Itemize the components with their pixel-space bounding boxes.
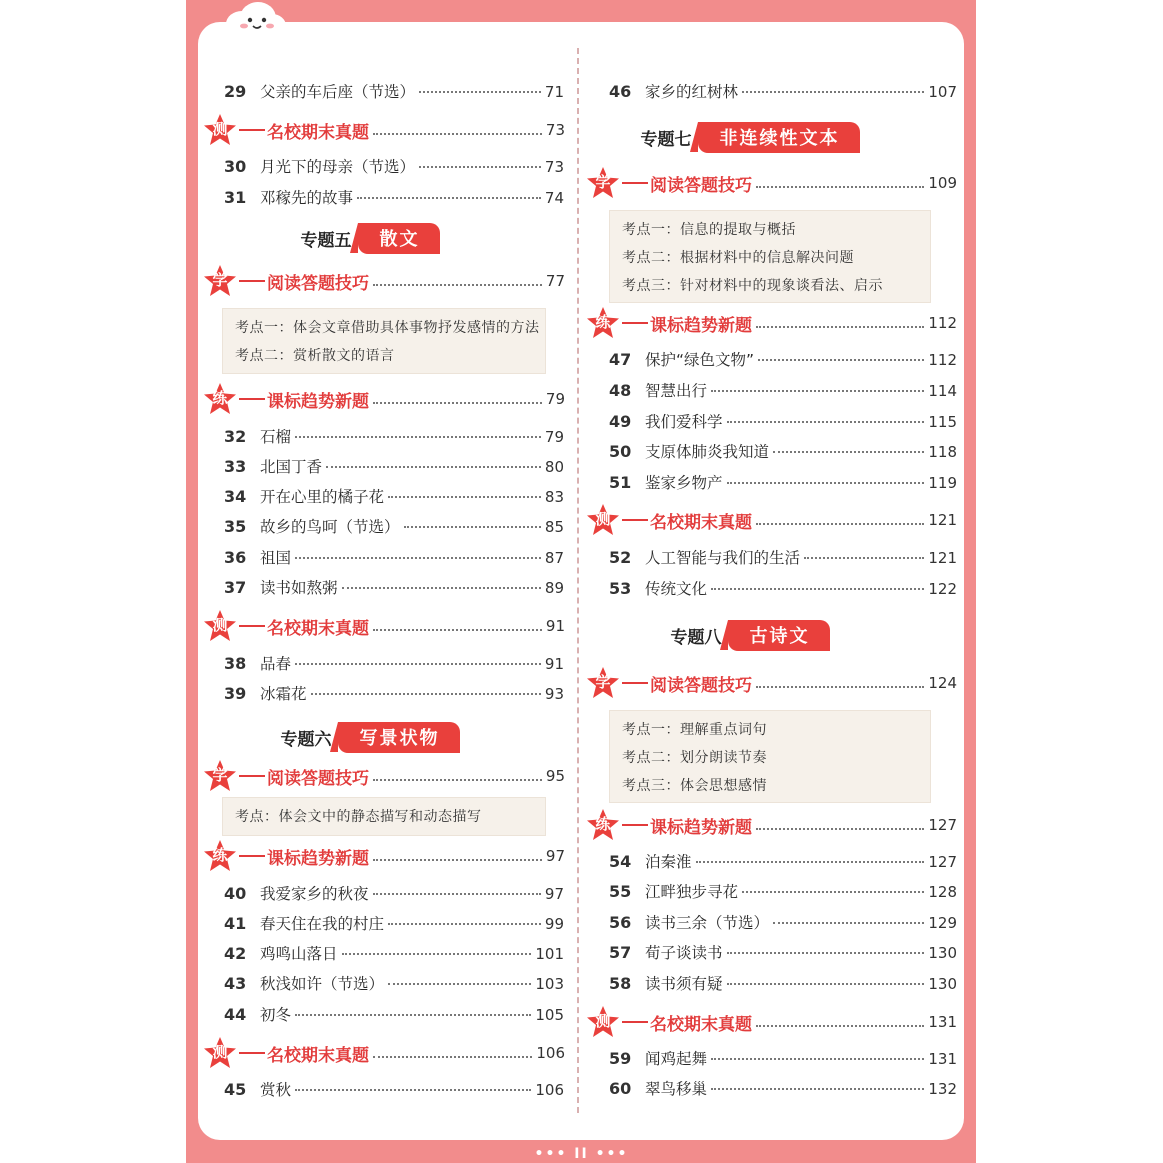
toc-entry[interactable] bbox=[224, 1003, 564, 1025]
entry-page: 127 bbox=[928, 853, 957, 871]
dot-leader bbox=[326, 466, 541, 468]
entry-number: 47 bbox=[609, 350, 632, 369]
star-badge-icon bbox=[203, 609, 237, 643]
entry-page: 122 bbox=[928, 580, 957, 598]
entry-number: 55 bbox=[609, 882, 632, 901]
badge-text: 学 bbox=[595, 673, 611, 691]
toc-entry[interactable] bbox=[609, 348, 957, 370]
entry-page: 119 bbox=[928, 474, 957, 492]
toc-entry[interactable] bbox=[224, 652, 564, 674]
badge-connector bbox=[622, 824, 648, 826]
entry-page: 91 bbox=[544, 655, 564, 673]
topic-header bbox=[671, 620, 830, 650]
star-badge-icon bbox=[586, 808, 620, 842]
dot-leader bbox=[727, 421, 925, 423]
entry-number: 38 bbox=[224, 654, 247, 673]
badge-text: 练 bbox=[212, 846, 228, 864]
topic-name: 专题五 bbox=[300, 230, 352, 251]
entry-title: 翠鸟移巢 bbox=[645, 1080, 708, 1098]
entry-number: 57 bbox=[609, 943, 632, 962]
topic-name: 专题八 bbox=[670, 627, 722, 648]
dot-leader bbox=[727, 482, 925, 484]
entry-number: 50 bbox=[609, 442, 632, 461]
entry-title: 支原体肺炎我知道 bbox=[645, 443, 770, 461]
section-title: 阅读答题技巧 bbox=[267, 768, 369, 789]
topic-label: 非连续性文本 bbox=[698, 122, 860, 153]
dot-leader bbox=[756, 828, 924, 830]
dot-leader bbox=[342, 587, 541, 589]
badge-connector bbox=[622, 182, 648, 184]
dot-leader bbox=[388, 496, 541, 498]
badge-connector bbox=[239, 625, 265, 627]
dot-leader bbox=[742, 91, 924, 93]
section-heading[interactable] bbox=[203, 382, 565, 416]
entry-page: 107 bbox=[928, 83, 957, 101]
entry-number: 42 bbox=[224, 944, 247, 963]
toc-entry[interactable] bbox=[224, 546, 564, 568]
section-heading[interactable] bbox=[586, 166, 957, 200]
key-point: 考点一：理解重点词句 bbox=[622, 722, 767, 738]
dot-leader bbox=[756, 1025, 924, 1027]
badge-connector bbox=[239, 855, 265, 857]
dot-leader bbox=[727, 952, 925, 954]
entry-number: 29 bbox=[224, 82, 247, 101]
section-heading[interactable] bbox=[586, 808, 957, 842]
entry-title: 读书三余（节选） bbox=[645, 914, 770, 932]
entry-page: 101 bbox=[535, 945, 564, 963]
star-badge-icon bbox=[586, 306, 620, 340]
key-points-box bbox=[609, 210, 931, 303]
section-page: 124 bbox=[928, 674, 957, 692]
entry-number: 58 bbox=[609, 974, 632, 993]
badge-text: 练 bbox=[595, 313, 611, 331]
section-title: 课标趋势新题 bbox=[267, 391, 369, 412]
dot-leader bbox=[373, 779, 542, 781]
dot-leader bbox=[311, 693, 541, 695]
section-heading[interactable] bbox=[586, 306, 957, 340]
section-heading[interactable] bbox=[203, 609, 565, 643]
dot-leader bbox=[773, 922, 924, 924]
entry-title: 父亲的车后座（节选） bbox=[260, 83, 416, 101]
entry-number: 35 bbox=[224, 517, 247, 536]
entry-title: 秋浅如许（节选） bbox=[260, 975, 385, 993]
badge-connector bbox=[239, 775, 265, 777]
dot-leader bbox=[404, 526, 541, 528]
entry-title: 荀子谈读书 bbox=[645, 944, 723, 962]
section-title: 课标趋势新题 bbox=[650, 315, 752, 336]
key-point: 考点二：根据材料中的信息解决问题 bbox=[622, 250, 854, 266]
badge-text: 学 bbox=[212, 271, 228, 289]
badge-connector bbox=[622, 519, 648, 521]
section-page: 109 bbox=[928, 174, 957, 192]
section-title: 阅读答题技巧 bbox=[650, 175, 752, 196]
entry-number: 59 bbox=[609, 1049, 632, 1068]
entry-number: 54 bbox=[609, 852, 632, 871]
entry-number: 30 bbox=[224, 157, 247, 176]
star-badge-icon bbox=[586, 1005, 620, 1039]
badge-connector bbox=[622, 322, 648, 324]
dot-leader bbox=[373, 859, 542, 861]
entry-page: 121 bbox=[928, 549, 957, 567]
entry-page: 79 bbox=[544, 428, 564, 446]
dot-leader bbox=[295, 663, 541, 665]
entry-title: 北国丁香 bbox=[260, 458, 323, 476]
star-badge-icon bbox=[586, 166, 620, 200]
section-title: 名校期末真题 bbox=[267, 1045, 369, 1066]
toc-entry[interactable] bbox=[609, 440, 957, 462]
entry-title: 我们爱科学 bbox=[645, 413, 723, 431]
dot-leader bbox=[756, 686, 924, 688]
star-badge-icon bbox=[203, 839, 237, 873]
toc-entry[interactable] bbox=[224, 1078, 564, 1100]
topic-label: 写景状物 bbox=[338, 722, 460, 753]
entry-title: 开在心里的橘子花 bbox=[260, 488, 385, 506]
entry-page: 99 bbox=[544, 915, 564, 933]
entry-title: 保护“绿色文物” bbox=[645, 351, 755, 369]
entry-page: 89 bbox=[544, 579, 564, 597]
entry-page: 118 bbox=[928, 443, 957, 461]
section-title: 阅读答题技巧 bbox=[650, 675, 752, 696]
section-title: 课标趋势新题 bbox=[267, 848, 369, 869]
entry-page: 114 bbox=[928, 382, 957, 400]
dot-leader bbox=[388, 923, 541, 925]
entry-page: 129 bbox=[928, 914, 957, 932]
entry-page: 71 bbox=[544, 83, 564, 101]
entry-page: 87 bbox=[544, 549, 564, 567]
toc-entry[interactable] bbox=[224, 576, 564, 598]
entry-page: 93 bbox=[544, 685, 564, 703]
section-heading[interactable] bbox=[203, 759, 565, 793]
badge-text: 测 bbox=[212, 1043, 228, 1061]
entry-page: 85 bbox=[544, 518, 564, 536]
entry-page: 103 bbox=[535, 975, 564, 993]
section-heading[interactable] bbox=[203, 839, 565, 873]
entry-page: 131 bbox=[928, 1050, 957, 1068]
section-heading[interactable] bbox=[203, 264, 565, 298]
star-badge-icon bbox=[203, 1036, 237, 1070]
entry-page: 130 bbox=[928, 944, 957, 962]
section-heading[interactable] bbox=[586, 666, 957, 700]
section-page: 121 bbox=[928, 511, 957, 529]
entry-number: 48 bbox=[609, 381, 632, 400]
entry-number: 52 bbox=[609, 548, 632, 567]
dot-leader bbox=[373, 629, 542, 631]
entry-number: 33 bbox=[224, 457, 247, 476]
entry-title: 石榴 bbox=[260, 428, 292, 446]
section-page: 91 bbox=[545, 617, 565, 635]
badge-text: 学 bbox=[212, 766, 228, 784]
key-point: 考点：体会文中的静态描写和动态描写 bbox=[235, 809, 482, 825]
dot-leader bbox=[756, 326, 924, 328]
dot-leader bbox=[357, 197, 541, 199]
entry-page: 83 bbox=[544, 488, 564, 506]
key-points-box bbox=[222, 308, 546, 374]
section-page: 106 bbox=[536, 1044, 565, 1062]
dot-leader bbox=[373, 402, 542, 404]
dot-leader bbox=[295, 1014, 531, 1016]
entry-page: 97 bbox=[544, 885, 564, 903]
dot-leader bbox=[295, 436, 541, 438]
badge-connector bbox=[622, 682, 648, 684]
star-badge-icon bbox=[203, 382, 237, 416]
toc-entry[interactable] bbox=[609, 1047, 957, 1069]
key-point: 考点二：赏析散文的语言 bbox=[235, 348, 395, 364]
entry-number: 44 bbox=[224, 1005, 247, 1024]
star-badge-icon bbox=[203, 264, 237, 298]
entry-title: 闻鸡起舞 bbox=[645, 1050, 708, 1068]
entry-title: 传统文化 bbox=[645, 580, 708, 598]
topic-label: 散文 bbox=[358, 223, 440, 254]
section-title: 阅读答题技巧 bbox=[267, 273, 369, 294]
star-badge-icon bbox=[586, 666, 620, 700]
key-point: 考点三：体会思想感情 bbox=[622, 778, 767, 794]
dot-leader bbox=[295, 557, 541, 559]
section-title: 名校期末真题 bbox=[267, 618, 369, 639]
star-badge-icon bbox=[586, 503, 620, 537]
badge-text: 测 bbox=[595, 1012, 611, 1030]
key-point: 考点一：体会文章借助具体事物抒发感情的方法 bbox=[235, 320, 540, 336]
dot-leader bbox=[342, 953, 532, 955]
entry-title: 赏秋 bbox=[260, 1081, 292, 1099]
dot-leader bbox=[373, 1056, 532, 1058]
section-page: 73 bbox=[545, 121, 565, 139]
badge-text: 测 bbox=[212, 120, 228, 138]
entry-title: 泊秦淮 bbox=[645, 853, 692, 871]
toc-entry[interactable] bbox=[224, 912, 564, 934]
badge-text: 练 bbox=[595, 815, 611, 833]
entry-number: 46 bbox=[609, 82, 632, 101]
entry-number: 32 bbox=[224, 427, 247, 446]
section-heading[interactable] bbox=[203, 1036, 565, 1070]
section-page: 79 bbox=[545, 390, 565, 408]
column-divider bbox=[577, 48, 579, 1113]
entry-title: 家乡的红树林 bbox=[645, 83, 739, 101]
key-points-box bbox=[609, 710, 931, 803]
dot-leader bbox=[373, 133, 542, 135]
section-heading[interactable] bbox=[586, 503, 957, 537]
badge-connector bbox=[239, 1052, 265, 1054]
entry-title: 故乡的鸟呵（节选） bbox=[260, 518, 400, 536]
section-heading[interactable] bbox=[203, 113, 565, 147]
dot-leader bbox=[773, 451, 924, 453]
toc-entry[interactable] bbox=[224, 155, 564, 177]
entry-title: 读书如熬粥 bbox=[260, 579, 338, 597]
entry-number: 40 bbox=[224, 884, 247, 903]
toc-entry[interactable] bbox=[609, 80, 957, 102]
toc-entry[interactable] bbox=[609, 379, 957, 401]
badge-connector bbox=[239, 129, 265, 131]
toc-entry[interactable] bbox=[609, 1077, 957, 1099]
entry-title: 春天住在我的村庄 bbox=[260, 915, 385, 933]
entry-page: 80 bbox=[544, 458, 564, 476]
cloud-face-icon bbox=[222, 0, 288, 42]
section-title: 名校期末真题 bbox=[267, 122, 369, 143]
entry-number: 34 bbox=[224, 487, 247, 506]
dot-leader bbox=[373, 893, 541, 895]
entry-number: 45 bbox=[224, 1080, 247, 1099]
entry-page: 115 bbox=[928, 413, 957, 431]
toc-entry[interactable] bbox=[224, 682, 564, 704]
entry-page: 74 bbox=[544, 189, 564, 207]
entry-title: 读书须有疑 bbox=[645, 975, 723, 993]
entry-title: 人工智能与我们的生活 bbox=[645, 549, 801, 567]
key-point: 考点二：划分朗读节奏 bbox=[622, 750, 767, 766]
entry-title: 鸡鸣山落日 bbox=[260, 945, 338, 963]
entry-number: 53 bbox=[609, 579, 632, 598]
entry-number: 60 bbox=[609, 1079, 632, 1098]
entry-title: 我爱家乡的秋夜 bbox=[260, 885, 369, 903]
topic-name: 专题七 bbox=[640, 129, 692, 150]
entry-title: 冰霜花 bbox=[260, 685, 307, 703]
topic-name: 专题六 bbox=[280, 729, 332, 750]
entry-number: 37 bbox=[224, 578, 247, 597]
topic-header bbox=[281, 722, 460, 752]
entry-number: 31 bbox=[224, 188, 247, 207]
section-page: 97 bbox=[545, 847, 565, 865]
badge-connector bbox=[239, 280, 265, 282]
entry-number: 41 bbox=[224, 914, 247, 933]
dot-leader bbox=[295, 1089, 531, 1091]
entry-number: 51 bbox=[609, 473, 632, 492]
toc-entry[interactable] bbox=[224, 80, 564, 102]
section-heading[interactable] bbox=[586, 1005, 957, 1039]
toc-entry[interactable] bbox=[224, 515, 564, 537]
toc-entry[interactable] bbox=[609, 471, 957, 493]
badge-connector bbox=[622, 1021, 648, 1023]
toc-entry[interactable] bbox=[224, 485, 564, 507]
badge-text: 测 bbox=[212, 616, 228, 634]
toc-entry[interactable] bbox=[609, 972, 957, 994]
entry-page: 132 bbox=[928, 1080, 957, 1098]
section-page: 131 bbox=[928, 1013, 957, 1031]
key-point: 考点一：信息的提取与概括 bbox=[622, 222, 796, 238]
dot-leader bbox=[696, 861, 925, 863]
toc-entry[interactable] bbox=[609, 880, 957, 902]
dot-leader bbox=[711, 390, 924, 392]
entry-title: 初冬 bbox=[260, 1006, 292, 1024]
toc-entry[interactable] bbox=[224, 425, 564, 447]
dot-leader bbox=[727, 983, 925, 985]
section-page: 112 bbox=[928, 314, 957, 332]
dot-leader bbox=[756, 523, 924, 525]
dot-leader bbox=[742, 891, 924, 893]
toc-entry[interactable] bbox=[609, 941, 957, 963]
dot-leader bbox=[758, 359, 924, 361]
dot-leader bbox=[756, 186, 924, 188]
toc-entry[interactable] bbox=[609, 850, 957, 872]
entry-title: 邓稼先的故事 bbox=[260, 189, 354, 207]
section-title: 课标趋势新题 bbox=[650, 817, 752, 838]
entry-number: 43 bbox=[224, 974, 247, 993]
badge-connector bbox=[239, 398, 265, 400]
dot-leader bbox=[388, 983, 531, 985]
toc-entry[interactable] bbox=[224, 942, 564, 964]
dot-leader bbox=[419, 91, 541, 93]
section-page: 95 bbox=[545, 767, 565, 785]
entry-page: 128 bbox=[928, 883, 957, 901]
entry-page: 130 bbox=[928, 975, 957, 993]
entry-number: 36 bbox=[224, 548, 247, 567]
dot-leader bbox=[373, 284, 542, 286]
entry-number: 56 bbox=[609, 913, 632, 932]
entry-title: 江畔独步寻花 bbox=[645, 883, 739, 901]
toc-entry[interactable] bbox=[609, 546, 957, 568]
entry-title: 品春 bbox=[260, 655, 292, 673]
entry-page: 106 bbox=[535, 1081, 564, 1099]
section-title: 名校期末真题 bbox=[650, 1014, 752, 1035]
toc-entry[interactable] bbox=[224, 972, 564, 994]
topic-header bbox=[641, 122, 860, 152]
section-page: 127 bbox=[928, 816, 957, 834]
badge-text: 测 bbox=[595, 510, 611, 528]
entry-page: 112 bbox=[928, 351, 957, 369]
toc-entry[interactable] bbox=[224, 186, 564, 208]
entry-page: 105 bbox=[535, 1006, 564, 1024]
entry-number: 39 bbox=[224, 684, 247, 703]
section-page: 77 bbox=[545, 272, 565, 290]
toc-entry[interactable] bbox=[224, 455, 564, 477]
entry-number: 49 bbox=[609, 412, 632, 431]
dot-leader bbox=[804, 557, 924, 559]
dot-leader bbox=[711, 1088, 924, 1090]
topic-label: 古诗文 bbox=[728, 620, 830, 651]
badge-text: 练 bbox=[212, 389, 228, 407]
key-points-box bbox=[222, 797, 546, 836]
topic-header bbox=[301, 223, 440, 253]
toc-entry[interactable] bbox=[609, 911, 957, 933]
key-point: 考点三：针对材料中的现象谈看法、启示 bbox=[622, 278, 883, 294]
star-badge-icon bbox=[203, 113, 237, 147]
page-number: ••• II ••• bbox=[534, 1146, 629, 1162]
entry-title: 月光下的母亲（节选） bbox=[260, 158, 416, 176]
dot-leader bbox=[711, 1058, 924, 1060]
dot-leader bbox=[419, 166, 541, 168]
toc-entry[interactable] bbox=[609, 410, 957, 432]
entry-title: 鉴家乡物产 bbox=[645, 474, 723, 492]
star-badge-icon bbox=[203, 759, 237, 793]
dot-leader bbox=[711, 588, 924, 590]
entry-title: 智慧出行 bbox=[645, 382, 708, 400]
toc-entry[interactable] bbox=[224, 882, 564, 904]
badge-text: 学 bbox=[595, 173, 611, 191]
entry-title: 祖国 bbox=[260, 549, 292, 567]
section-title: 名校期末真题 bbox=[650, 512, 752, 533]
toc-entry[interactable] bbox=[609, 577, 957, 599]
entry-page: 73 bbox=[544, 158, 564, 176]
